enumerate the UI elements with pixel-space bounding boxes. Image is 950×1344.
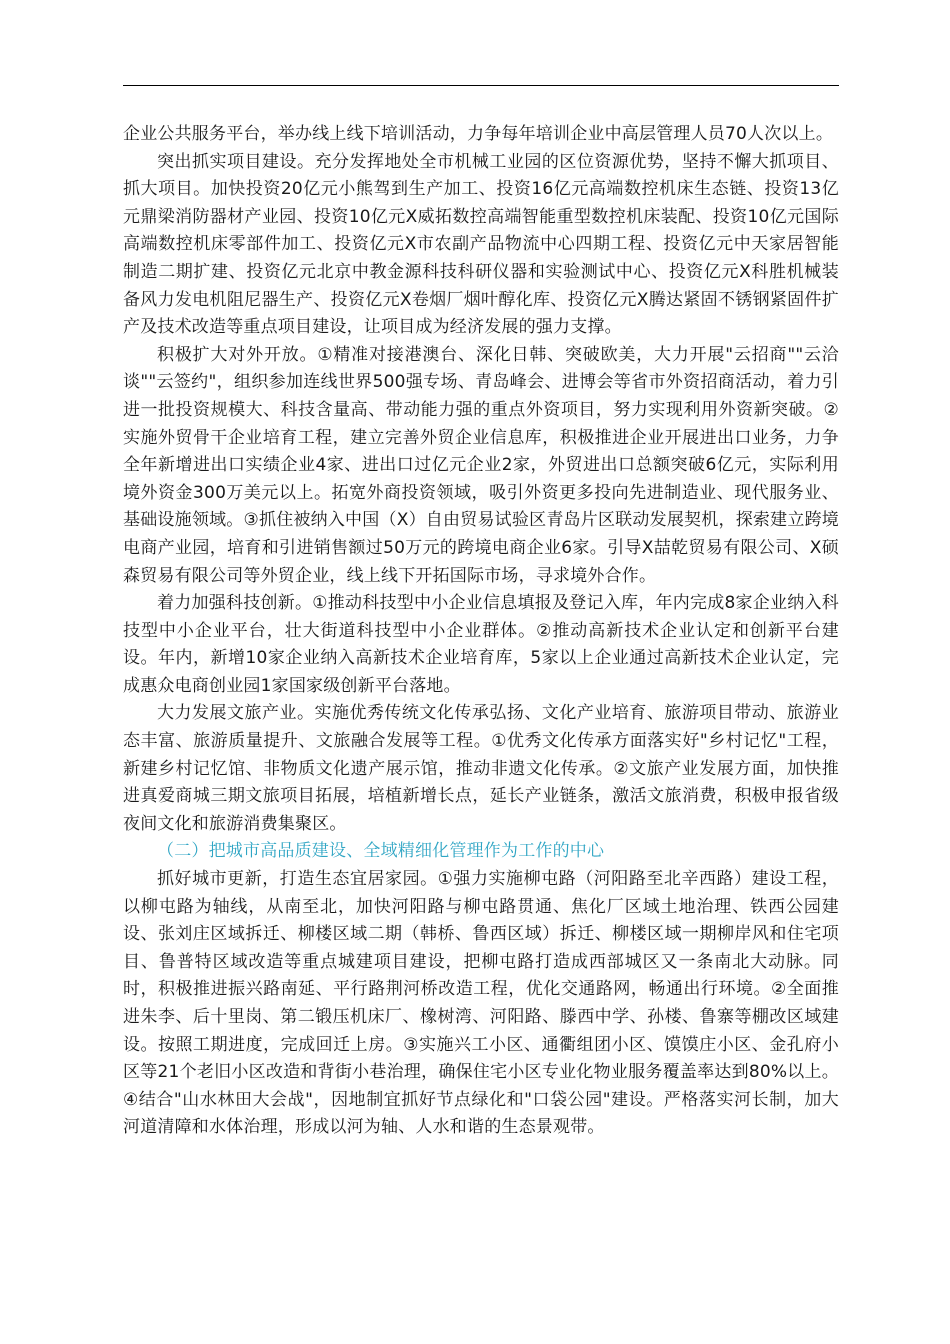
paragraph-continuation: 企业公共服务平台，举办线上线下培训活动，力争每年培训企业中高层管理人员70人次以上。	[123, 124, 834, 144]
paragraph-urban-renewal: 抓好城市更新，打造生态宜居家园。①强力实施柳屯路（河阳路至北辛西路）建设工程，以柳屯路为轴线，从南至北，加快河阳路与柳屯路贯通、焦化厂区域土地治理、铁西公园建设、张刘庄区域拆迁、柳楼区域二期（韩桥、鲁西区域）拆迁、柳楼区域一期柳岸风和住宅项目、鲁普特区域改造等重点城建项目建设，把柳屯路打造成西部城区又一条南北大动脉。同时，积极推进振兴路南延、平行路荆河桥改造工程，优化交通路网，畅通出行环境。②全面推进朱李、后十里岗、第二锻压机床厂、橡树湾、河阳路、滕西中学、孙楼、鲁寨等棚改区域建设。按照工期进度，完成回迁上房。③实施兴工小区、通衢组团小区、馍馍庄小区、金孔府小区等21个老旧小区改造和背街小巷治理，确保住宅小区专业化物业服务覆盖率达到80%以上。④结合"山水林田大会战"，因地制宜抓好节点绿化和"口袋公园"建设。严格落实河长制，加大河道清障和水体治理，形成以河为轴、人水和谐的生态景观带。	[123, 869, 839, 1138]
section-heading: （二）把城市高品质建设、全域精细化管理作为工作的中心	[157, 841, 605, 862]
paragraph-opening-up: 积极扩大对外开放。①精准对接港澳台、深化日韩、突破欧美，大力开展"云招商""云洽谈""云签约"，组织参加连线世界500强专场、青岛峰会、进博会等省市外资招商活动，着力引进一批投资规模大、科技含量高、带动能力强的重点外资项目，努力实现利用外资新突破。②实施外贸骨干企业培育工程，建立完善外贸企业信息库，积极推进企业开展进出口业务，力争全年新增进出口实绩企业4家、进出口过亿元企业2家，外贸进出口总额突破6亿元，实际利用境外资金300万美元以上。拓宽外商投资领域，吸引外资更多投向先进制造业、现代服务业、基础设施领域。③抓住被纳入中国（X）自由贸易试验区青岛片区联动发展契机，探索建立跨境电商产业园，培育和引进销售额过50万元的跨境电商企业6家。引导X喆乾贸易有限公司、X硕森贸易有限公司等外贸企业，线上线下开拓国际市场，寻求境外合作。	[123, 344, 839, 586]
document-body	[123, 121, 839, 1142]
paragraph-project-construction: 突出抓实项目建设。充分发挥地处全市机械工业园的区位资源优势，坚持不懈大抓项目、抓大项目。加快投资20亿元小熊驾到生产加工、投资16亿元高端数控机床生态链、投资13亿元鼎梁消防器材产业园、投资10亿元X威拓数控高端智能重型数控机床装配、投资10亿元国际高端数控机床零部件加工、投资亿元X市农副产品物流中心四期工程、投资亿元中天家居智能制造二期扩建、投资亿元北京中教金源科技科研仪器和实验测试中心、投资亿元X科胜机械装备风力发电机阻尼器生产、投资亿元X卷烟厂烟叶醇化库、投资亿元X腾达紧固不锈钢紧固件扩产及技术改造等重点项目建设，让项目成为经济发展的强力支撑。	[123, 151, 839, 338]
header-rule	[123, 85, 839, 86]
paragraph-culture-tourism: 大力发展文旅产业。实施优秀传统文化传承弘扬、文化产业培育、旅游项目带动、旅游业态丰富、旅游质量提升、文旅融合发展等工程。①优秀文化传承方面落实好"乡村记忆"工程，新建乡村记忆馆、非物质文化遗产展示馆，推动非遗文化传承。②文旅产业发展方面，加快推进真爱商城三期文旅项目拓展，培植新增长点，延长产业链条，激活文旅消费，积极申报省级夜间文化和旅游消费集聚区。	[123, 703, 839, 834]
paragraph-tech-innovation: 着力加强科技创新。①推动科技型中小企业信息填报及登记入库，年内完成8家企业纳入科技型中小企业平台，壮大街道科技型中小企业群体。②推动高新技术企业认定和创新平台建设。年内，新增10家企业纳入高新技术企业培育库，5家以上企业通过高新技术企业认定，完成惠众电商创业园1家国家级创新平台落地。	[123, 593, 839, 696]
